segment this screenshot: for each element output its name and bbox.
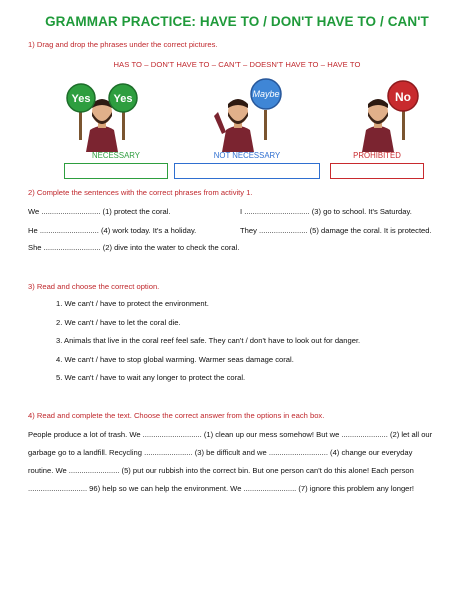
drop-zone-prohibited[interactable] xyxy=(330,163,424,179)
activity1-instruction: 1) Drag and drop the phrases under the correct pictures. xyxy=(28,40,218,49)
sign-maybe-text: Maybe xyxy=(252,89,280,99)
avatar-no-sign xyxy=(346,72,426,152)
avatar-maybe-sign xyxy=(196,72,286,152)
label-prohibited: PROHIBITED xyxy=(353,151,401,160)
sentence-2: She ........................... (2) dive into the water to check the coral. xyxy=(28,243,240,252)
choice-item-4[interactable]: 4. We can't / have to stop global warming. Warmer seas damage coral. xyxy=(56,355,294,364)
choice-item-1[interactable]: 1. We can't / have to protect the environment. xyxy=(56,299,209,308)
drop-zone-necessary[interactable] xyxy=(64,163,168,179)
activity3-instruction: 3) Read and choose the correct option. xyxy=(28,282,160,291)
sentence-3: I ............................... (3) go to school. It's Saturday. xyxy=(240,207,412,216)
choice-item-5[interactable]: 5. We can't / have to wait any longer to protect the coral. xyxy=(56,373,246,382)
label-not-necessary: NOT NECESSARY xyxy=(213,151,281,160)
activity4-instruction: 4) Read and complete the text. Choose the correct answer from the options in each box. xyxy=(28,411,325,420)
text-line-3: routine. We ........................ (5) put our rubbish into the correct bin. But one person can't do this alone! Each person xyxy=(28,466,414,475)
label-necessary: NECESSARY xyxy=(92,151,140,160)
sentence-4: He ............................ (4) work today. It's a holiday. xyxy=(28,226,197,235)
sentence-5: They ....................... (5) damage the coral. It is protected. xyxy=(240,226,432,235)
choice-item-3[interactable]: 3. Animals that live in the coral reef feel safe. They can't / don't have to look out for danger. xyxy=(56,336,361,345)
choice-item-2[interactable]: 2. We can't / have to let the coral die. xyxy=(56,318,181,327)
worksheet-title: GRAMMAR PRACTICE: HAVE TO / DON'T HAVE TO / CAN'T xyxy=(45,14,429,29)
sign-no-text: No xyxy=(395,90,411,104)
sign-yes-text: Yes xyxy=(71,93,91,105)
sign-yes-text-2: Yes xyxy=(113,93,133,105)
drop-zone-not-necessary[interactable] xyxy=(174,163,320,179)
phrase-bank: HAS TO – DON'T HAVE TO – CAN'T – DOESN'T HAVE TO – HAVE TO xyxy=(113,60,361,69)
text-line-2: garbage go to a landfill. Recycling ....................... (3) be difficult and we ............................ (4) change our everyday xyxy=(28,448,413,457)
sentence-1: We ............................ (1) protect the coral. xyxy=(28,207,171,216)
avatar-yes-sign xyxy=(62,72,142,152)
text-line-1: People produce a lot of trash. We ............................ (1) clean up our mess somehow! But we ...................... (2) let all our xyxy=(28,430,433,439)
text-line-4: ............................ 96) help so we can help the environment. We ......................... (7) ignore this problem any longer! xyxy=(28,484,415,493)
activity2-instruction: 2) Complete the sentences with the correct phrases from activity 1. xyxy=(28,188,253,197)
